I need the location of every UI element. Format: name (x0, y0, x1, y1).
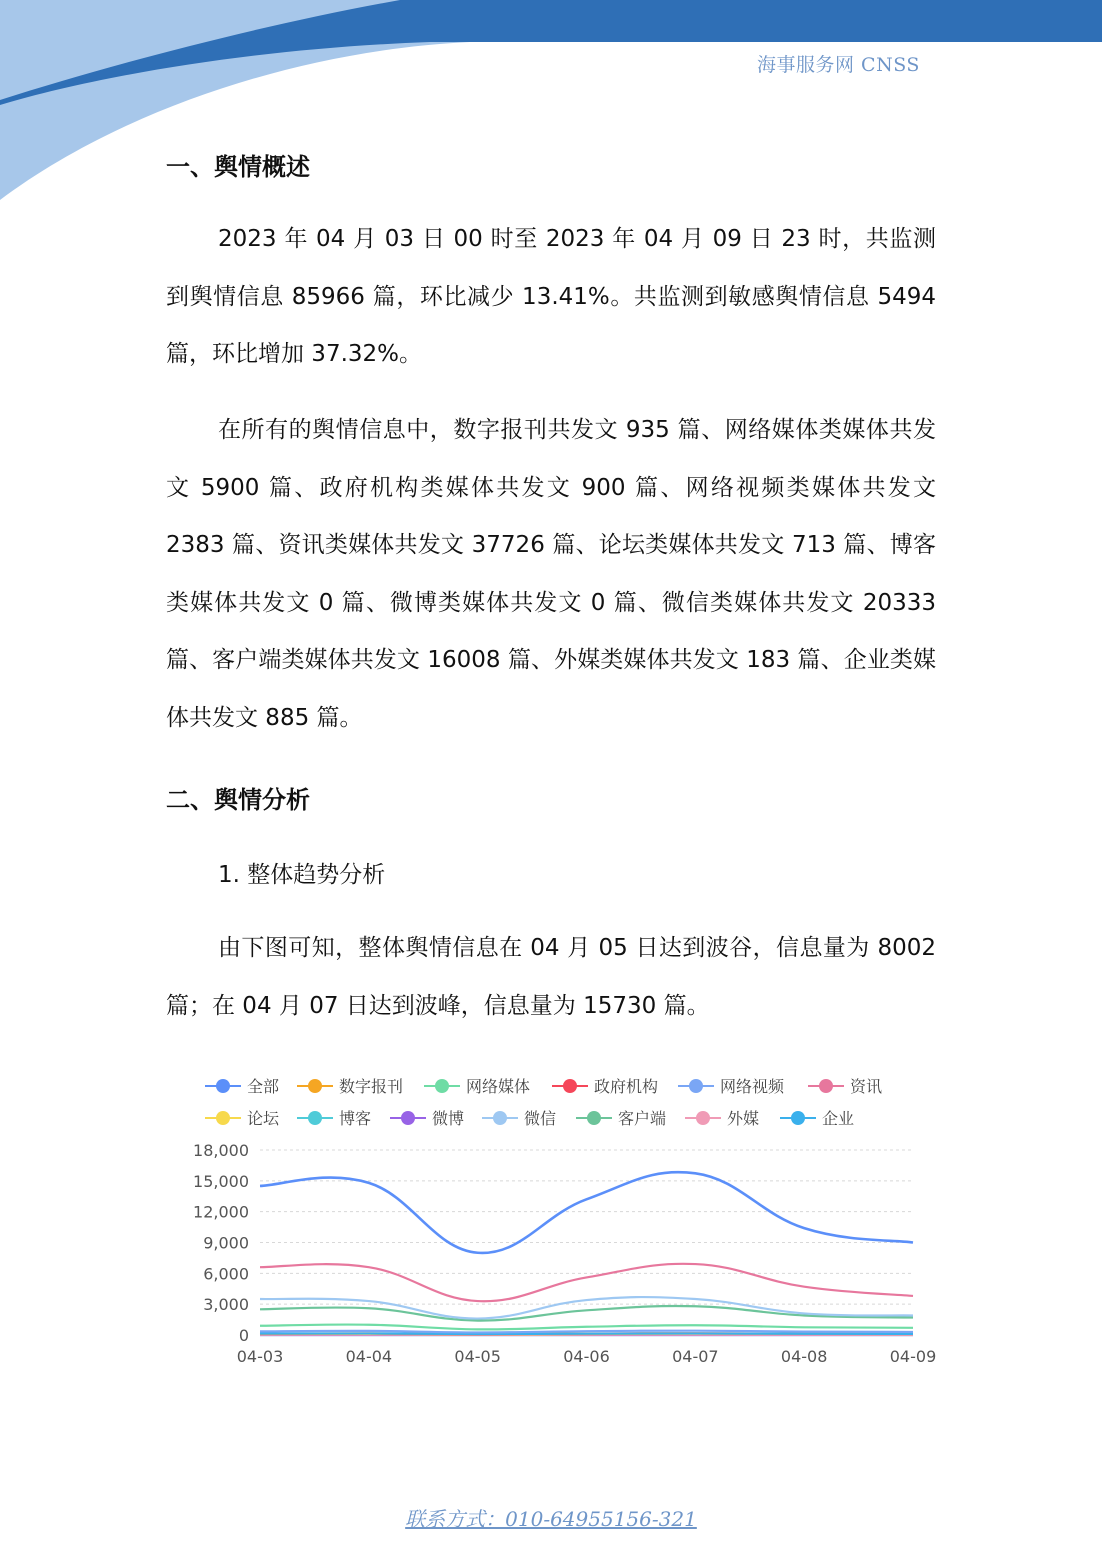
legend-marker (696, 1111, 710, 1125)
legend-marker (689, 1079, 703, 1093)
legend-label: 微信 (524, 1109, 557, 1128)
legend-label: 政府机构 (594, 1077, 659, 1096)
y-tick-label: 3,000 (203, 1295, 249, 1315)
y-tick-label: 6,000 (203, 1264, 249, 1284)
x-tick-label: 04-07 (672, 1347, 719, 1366)
series-line-13 (260, 1333, 913, 1334)
y-tick-label: 18,000 (193, 1141, 249, 1160)
legend-marker (401, 1111, 415, 1125)
legend-marker (493, 1111, 507, 1125)
legend-marker (216, 1079, 230, 1093)
x-tick-label: 04-06 (563, 1347, 610, 1366)
legend-label: 博客 (339, 1109, 372, 1128)
series-line-6 (260, 1264, 913, 1301)
legend-marker (563, 1079, 577, 1093)
series-line-3 (260, 1325, 913, 1330)
x-tick-label: 04-08 (780, 1347, 828, 1366)
legend-label: 微博 (432, 1109, 465, 1128)
x-tick-label: 04-09 (889, 1347, 937, 1366)
legend-label: 网络视频 (720, 1077, 785, 1096)
legend-label: 客户端 (618, 1109, 667, 1128)
legend-marker (216, 1111, 230, 1125)
y-tick-label: 0 (238, 1326, 249, 1345)
legend-marker (587, 1111, 601, 1125)
legend-marker (435, 1079, 449, 1093)
legend-label: 外媒 (727, 1109, 760, 1128)
trend-line-chart (180, 1060, 960, 1380)
footer-contact[interactable] (0, 1503, 1102, 1532)
x-tick-label: 04-05 (454, 1347, 501, 1366)
y-tick-label: 15,000 (193, 1171, 249, 1191)
subsection-heading-trend: 1. 整体趋势分析 (218, 862, 386, 888)
series-line-5 (260, 1331, 913, 1333)
legend-label: 全部 (247, 1077, 280, 1096)
section-heading-overview: 一、舆情概述 (166, 153, 310, 181)
legend-label: 网络媒体 (466, 1077, 531, 1096)
legend-label: 资讯 (850, 1077, 883, 1096)
legend-label: 数字报刊 (339, 1077, 404, 1096)
section-heading-analysis: 二、舆情分析 (166, 786, 310, 814)
x-tick-label: 04-04 (345, 1347, 393, 1366)
legend-label: 论坛 (247, 1109, 280, 1128)
footer-contact-text[interactable]: 联系方式：010-64955156-321 (405, 1507, 697, 1531)
x-tick-label: 04-03 (236, 1347, 284, 1366)
y-tick-label: 9,000 (203, 1233, 249, 1253)
legend-marker (791, 1111, 805, 1125)
series-line-1 (260, 1172, 913, 1253)
legend-label: 企业 (822, 1109, 855, 1128)
legend-marker (308, 1079, 322, 1093)
legend-marker (308, 1111, 322, 1125)
y-tick-label: 12,000 (193, 1202, 249, 1222)
site-name: 海事服务网 CNSS (757, 54, 920, 76)
legend-marker (819, 1079, 833, 1093)
media-breakdown-paragraph: 在所有的舆情信息中，数字报刊共发文 935 篇、网络媒体类媒体共发文 5900 篇、政府机构类媒体共发文 900 篇、网络视频类媒体共发文 2383 篇、资讯类媒体共发文 37726 篇、论坛类媒体共发文 713 篇、博客类媒体共发文 0 篇、微博类媒体共发文 0 篇、微信类媒体共发文 20333 篇、客户端类媒体共发文 16008 篇、外媒类媒体共发文 183 篇、企业类媒体共发文 885 篇。 (166, 417, 936, 731)
overview-paragraph: 2023 年 04 月 03 日 00 时至 2023 年 04 月 09 日 23 时，共监测到舆情信息 85966 篇，环比减少 13.41%。共监测到敏感舆情信息 5494 篇，环比增加 37.32%。 (166, 226, 936, 367)
trend-paragraph: 由下图可知，整体舆情信息在 04 月 05 日达到波谷，信息量为 8002 篇；在 04 月 07 日达到波峰，信息量为 15730 篇。 (166, 935, 936, 1019)
